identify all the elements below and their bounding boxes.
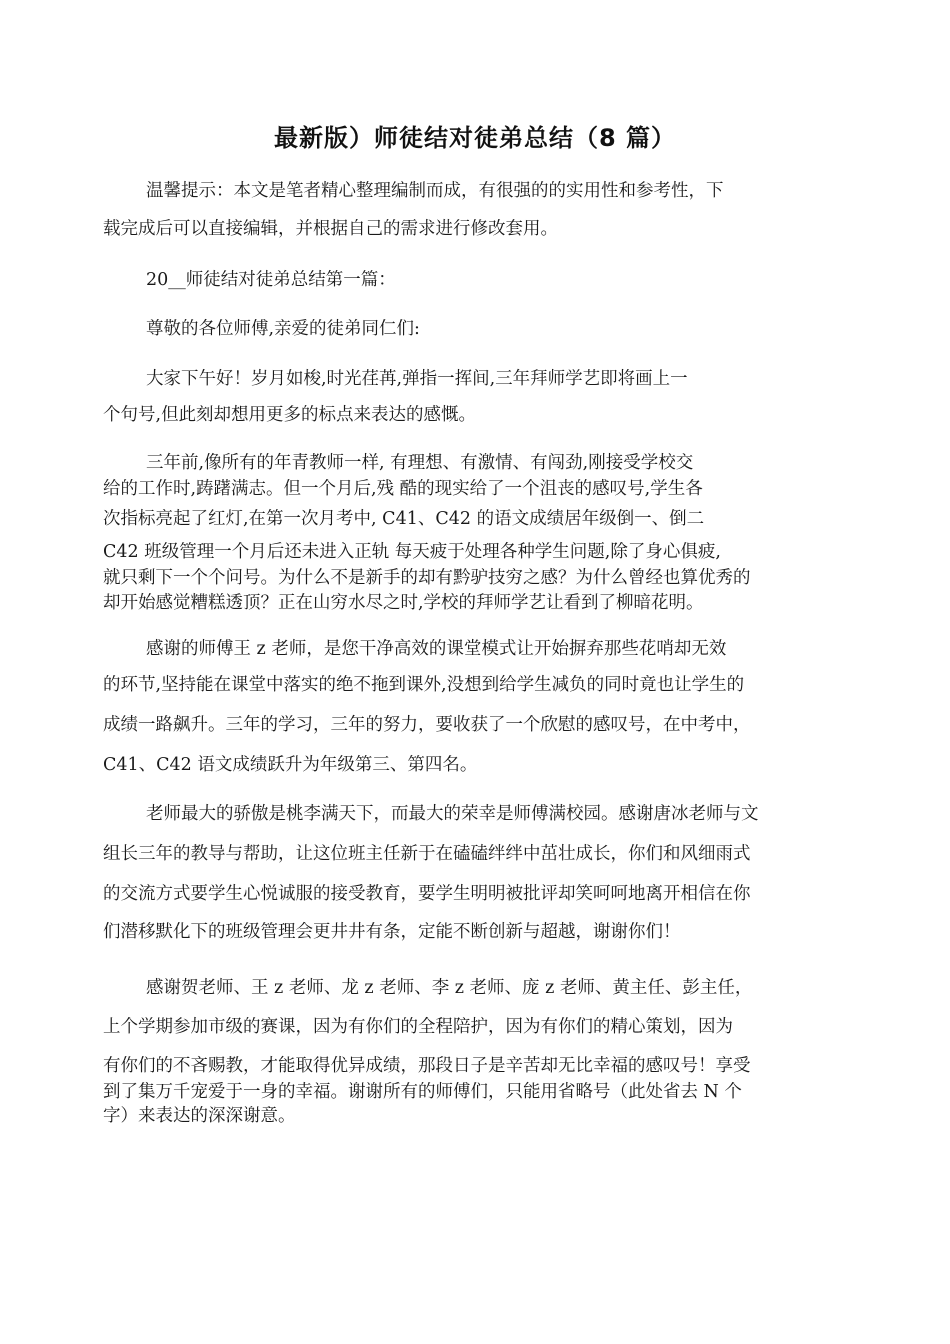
paragraph-line: 到了集万千宠爱于一身的幸福。谢谢所有的师傅们，只能用省略号（此处省去 N 个 xyxy=(103,1082,742,1102)
paragraph-line: 载完成后可以直接编辑，并根据自己的需求进行修改套用。 xyxy=(103,219,558,239)
paragraph-line: 的环节,坚持能在课堂中落实的绝不拖到课外,没想到给学生减负的同时竟也让学生的 xyxy=(103,675,745,695)
paragraph-line: C42 班级管理一个月后还未进入正轨 每天疲于处理各种学生问题,除了身心俱疲, xyxy=(103,542,721,562)
paragraph-line: 老师最大的骄傲是桃李满天下，而最大的荣幸是师傅满校园。感谢唐冰老师与文 xyxy=(146,804,759,824)
paragraph-line: 感谢的师傅王 z 老师，是您干净高效的课堂模式让开始摒弃那些花哨却无效 xyxy=(146,639,727,659)
paragraph-line: 大家下午好！岁月如梭,时光荏苒,弹指一挥间,三年拜师学艺即将画上一 xyxy=(146,369,688,389)
paragraph-line: 却开始感觉糟糕透顶？正在山穷水尽之时,学校的拜师学艺让看到了柳暗花明。 xyxy=(103,593,704,613)
paragraph-line: 三年前,像所有的年青教师一样, 有理想、有激情、有闯劲,刚接受学校交 xyxy=(146,453,694,473)
paragraph-line: 上个学期参加市级的赛课，因为有你们的全程陪护，因为有你们的精心策划，因为 xyxy=(103,1017,733,1037)
paragraph-line: 给的工作时,踌躇满志。但一个月后,残 酷的现实给了一个沮丧的感叹号,学生各 xyxy=(103,479,703,499)
paragraph-line: 温馨提示：本文是笔者精心整理编制而成，有很强的的实用性和参考性，下 xyxy=(146,181,724,201)
paragraph-line: 有你们的不吝赐教，才能取得优异成绩，那段日子是辛苦却无比幸福的感叹号！享受 xyxy=(103,1056,751,1076)
paragraph-line: 的交流方式要学生心悦诚服的接受教育，要学生明明被批评却笑呵呵地离开相信在你 xyxy=(103,884,751,904)
paragraph-line: 字）来表达的深深谢意。 xyxy=(103,1106,296,1126)
paragraph-line: 感谢贺老师、王 z 老师、龙 z 老师、李 z 老师、庞 z 老师、黄主任、彭主任， xyxy=(146,978,753,998)
paragraph-line: 个句号,但此刻却想用更多的标点来表达的感慨。 xyxy=(103,405,477,425)
paragraph-line: 组长三年的教导与帮助，让这位班主任新于在磕磕绊绊中茁壮成长，你们和风细雨式 xyxy=(103,844,751,864)
paragraph-line: 20__师徒结对徒弟总结第一篇： xyxy=(146,270,396,290)
paragraph-line: 们潜移默化下的班级管理会更井井有条，定能不断创新与超越，谢谢你们！ xyxy=(103,922,681,942)
paragraph-line: 成绩一路飙升。三年的学习，三年的努力，要收获了一个欣慰的感叹号，在中考中， xyxy=(103,715,751,735)
paragraph-line: C41、C42 语文成绩跃升为年级第三、第四名。 xyxy=(103,755,478,775)
paragraph-line: 就只剩下一个个问号。为什么不是新手的却有黔驴技穷之感？为什么曾经也算优秀的 xyxy=(103,568,751,588)
paragraph-line: 尊敬的各位师傅,亲爱的徒弟同仁们: xyxy=(146,319,420,339)
paragraph-line: 次指标亮起了红灯,在第一次月考中, C41、C42 的语文成绩居年级倒一、倒二 xyxy=(103,509,705,529)
document-title: 最新版）师徒结对徒弟总结（8 篇） xyxy=(273,124,677,152)
